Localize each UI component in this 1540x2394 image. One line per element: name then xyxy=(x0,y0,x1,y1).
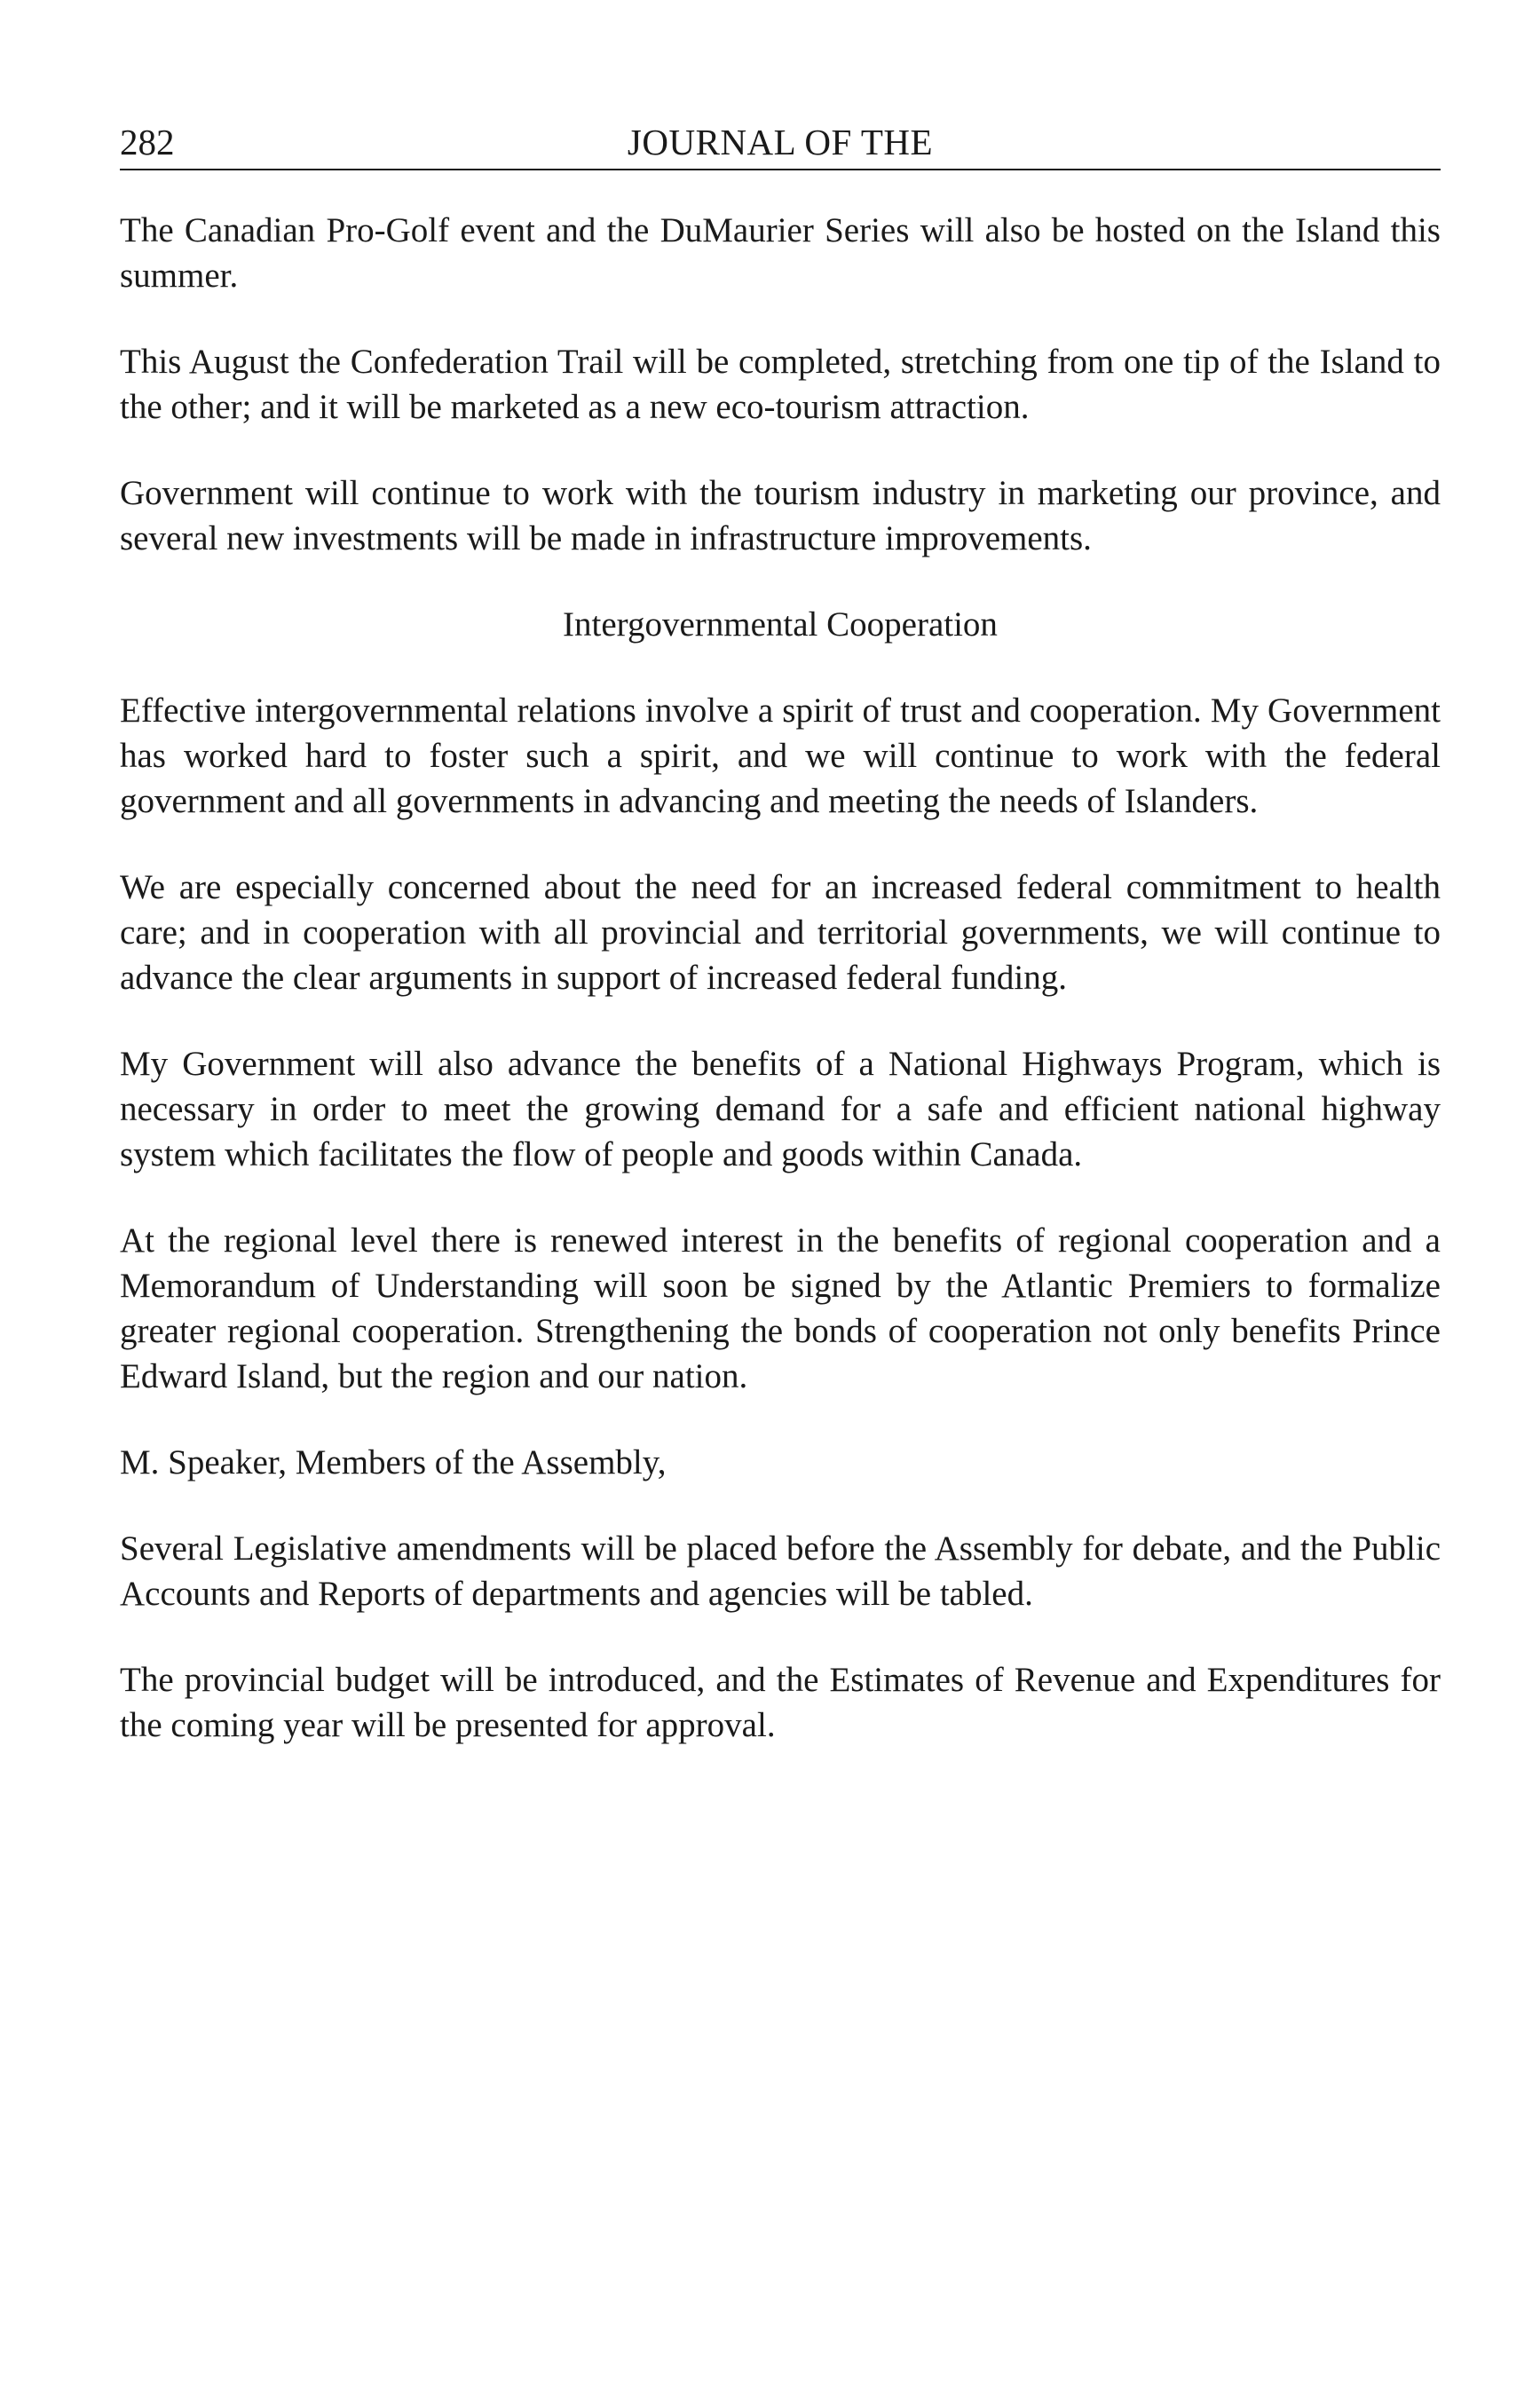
paragraph-health-care-funding: We are especially concerned about the need for an increased federal commitment to health care; and in cooperation with all provincial and territorial governments, we will continue to advance the clear arguments in support of increased federal funding. xyxy=(120,868,1441,997)
paragraph-golf-events: The Canadian Pro-Golf event and the DuMaurier Series will also be hosted on the Island this summer. xyxy=(120,211,1441,295)
paragraph-confederation-trail: This August the Confederation Trail will be completed, stretching from one tip of the Island to the other; and it will be marketed as a new eco-tourism attraction. xyxy=(120,343,1441,426)
salutation: M. Speaker, Members of the Assembly, xyxy=(120,1443,667,1481)
section-heading-intergovernmental-cooperation: Intergovernmental Cooperation xyxy=(563,605,998,644)
journal-title: JOURNAL OF THE xyxy=(627,122,934,162)
journal-page xyxy=(120,114,1441,1789)
paragraph-provincial-budget: The provincial budget will be introduced, and the Estimates of Revenue and Expenditures for the coming year will be presented for approval. xyxy=(120,1661,1441,1744)
paragraph-regional-cooperation: At the regional level there is renewed interest in the benefits of regional cooperation and a Memorandum of Understanding will soon be signed by the Atlantic Premiers to formalize greater regional cooperation. Strengthening the bonds of cooperation not only benefits Prince Edward Island, but the region and our nation. xyxy=(120,1221,1441,1395)
page-number: 282 xyxy=(120,122,175,162)
running-header xyxy=(120,114,1441,170)
body-text xyxy=(120,208,1441,1748)
paragraph-intergovernmental-relations: Effective intergovernmental relations involve a spirit of trust and cooperation. My Government has worked hard to foster such a spirit, and we will continue to work with the federal government and all governments in advancing and meeting the needs of Islanders. xyxy=(120,691,1441,820)
paragraph-national-highways: My Government will also advance the benefits of a National Highways Program, which is necessary in order to meet the growing demand for a safe and efficient national highway system which facilitates the flow of people and goods within Canada. xyxy=(120,1045,1441,1173)
paragraph-legislative-amendments: Several Legislative amendments will be placed before the Assembly for debate, and the Public Accounts and Reports of departments and agencies will be tabled. xyxy=(120,1529,1441,1613)
paragraph-tourism-marketing: Government will continue to work with the tourism industry in marketing our province, and several new investments will be made in infrastructure improvements. xyxy=(120,474,1441,557)
